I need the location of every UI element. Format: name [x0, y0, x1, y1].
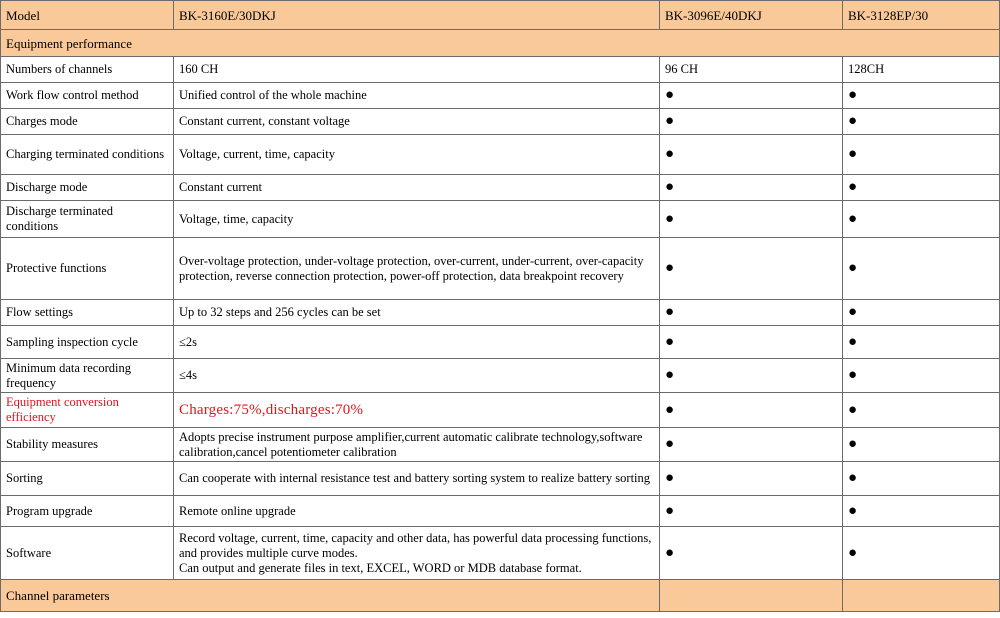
- supported-dot-icon: ●: [660, 238, 843, 300]
- row-label: Charging terminated conditions: [1, 135, 174, 175]
- supported-dot-icon: ●: [843, 462, 1000, 496]
- supported-dot-icon: ●: [660, 359, 843, 393]
- supported-dot-icon: ●: [843, 527, 1000, 580]
- row-value: Can cooperate with internal resistance test and battery sorting system to realize battery sorting: [174, 462, 660, 496]
- model-label: Model: [1, 1, 174, 30]
- model-2: BK-3096E/40DKJ: [660, 1, 843, 30]
- table-row: [1, 359, 1000, 393]
- row-label-highlighted: Equipment conversion efficiency: [1, 393, 174, 428]
- table-row: [1, 496, 1000, 527]
- model-3: BK-3128EP/30: [843, 1, 1000, 30]
- section-row: [1, 580, 1000, 612]
- row-value: Unified control of the whole machine: [174, 83, 660, 109]
- row-value: Over-voltage protection, under-voltage protection, over-current, under-current, over-capacity protection, reverse connection protection, power-off protection, data breakpoint recovery: [174, 238, 660, 300]
- table-row: [1, 83, 1000, 109]
- row-label: Charges mode: [1, 109, 174, 135]
- supported-dot-icon: ●: [843, 238, 1000, 300]
- supported-dot-icon: ●: [843, 135, 1000, 175]
- row-label: Work flow control method: [1, 83, 174, 109]
- supported-dot-icon: ●: [660, 109, 843, 135]
- row-value: Constant current, constant voltage: [174, 109, 660, 135]
- row-label: Minimum data recording frequency: [1, 359, 174, 393]
- row-value-highlighted: Charges:75%,discharges:70%: [174, 393, 660, 428]
- row-value: Adopts precise instrument purpose amplifier,current automatic calibrate technology,software calibration,cancel potentiometer calibration: [174, 428, 660, 462]
- table-row: [1, 393, 1000, 428]
- supported-dot-icon: ●: [660, 175, 843, 201]
- table-row: [1, 527, 1000, 580]
- table-row: [1, 109, 1000, 135]
- supported-dot-icon: ●: [660, 83, 843, 109]
- empty-cell: [843, 580, 1000, 612]
- supported-dot-icon: ●: [660, 135, 843, 175]
- row-label: Program upgrade: [1, 496, 174, 527]
- supported-dot-icon: ●: [660, 393, 843, 428]
- row-label: Stability measures: [1, 428, 174, 462]
- model-1: BK-3160E/30DKJ: [174, 1, 660, 30]
- supported-dot-icon: ●: [843, 359, 1000, 393]
- section-channel-parameters: Channel parameters: [1, 580, 660, 612]
- row-label: Flow settings: [1, 300, 174, 326]
- table-row: [1, 428, 1000, 462]
- supported-dot-icon: ●: [660, 527, 843, 580]
- row-label: Discharge mode: [1, 175, 174, 201]
- row-label: Software: [1, 527, 174, 580]
- row-value: Remote online upgrade: [174, 496, 660, 527]
- supported-dot-icon: ●: [660, 428, 843, 462]
- row-value: Voltage, current, time, capacity: [174, 135, 660, 175]
- header-row: [1, 1, 1000, 30]
- section-row: [1, 30, 1000, 57]
- row-value: ≤2s: [174, 326, 660, 359]
- supported-dot-icon: ●: [843, 326, 1000, 359]
- supported-dot-icon: ●: [843, 109, 1000, 135]
- row-value-col3: 96 CH: [660, 57, 843, 83]
- supported-dot-icon: ●: [843, 428, 1000, 462]
- row-value: [174, 527, 660, 580]
- empty-cell: [660, 580, 843, 612]
- supported-dot-icon: ●: [843, 175, 1000, 201]
- row-label: Sampling inspection cycle: [1, 326, 174, 359]
- supported-dot-icon: ●: [660, 496, 843, 527]
- row-value-col4: 128CH: [843, 57, 1000, 83]
- supported-dot-icon: ●: [843, 496, 1000, 527]
- table-row: [1, 135, 1000, 175]
- supported-dot-icon: ●: [843, 201, 1000, 238]
- table-row: [1, 175, 1000, 201]
- table-row: [1, 57, 1000, 83]
- supported-dot-icon: ●: [660, 300, 843, 326]
- table-row: [1, 326, 1000, 359]
- supported-dot-icon: ●: [843, 393, 1000, 428]
- row-value: Constant current: [174, 175, 660, 201]
- supported-dot-icon: ●: [843, 300, 1000, 326]
- supported-dot-icon: ●: [843, 83, 1000, 109]
- row-value: 160 CH: [174, 57, 660, 83]
- row-label: Sorting: [1, 462, 174, 496]
- supported-dot-icon: ●: [660, 201, 843, 238]
- table-row: [1, 238, 1000, 300]
- row-label: Numbers of channels: [1, 57, 174, 83]
- row-label: Discharge terminated conditions: [1, 201, 174, 238]
- row-value: ≤4s: [174, 359, 660, 393]
- row-value: Voltage, time, capacity: [174, 201, 660, 238]
- row-value: Up to 32 steps and 256 cycles can be set: [174, 300, 660, 326]
- table-row: [1, 300, 1000, 326]
- supported-dot-icon: ●: [660, 326, 843, 359]
- section-equipment-performance: Equipment performance: [1, 30, 1000, 57]
- supported-dot-icon: ●: [660, 462, 843, 496]
- table-row: [1, 462, 1000, 496]
- software-line-1: Record voltage, current, time, capacity and other data, has powerful data processing functions, and provides multiple curve modes.: [179, 530, 652, 560]
- row-label: Protective functions: [1, 238, 174, 300]
- table-row: [1, 201, 1000, 238]
- software-line-2: Can output and generate files in text, EXCEL, WORD or MDB database format.: [179, 560, 582, 575]
